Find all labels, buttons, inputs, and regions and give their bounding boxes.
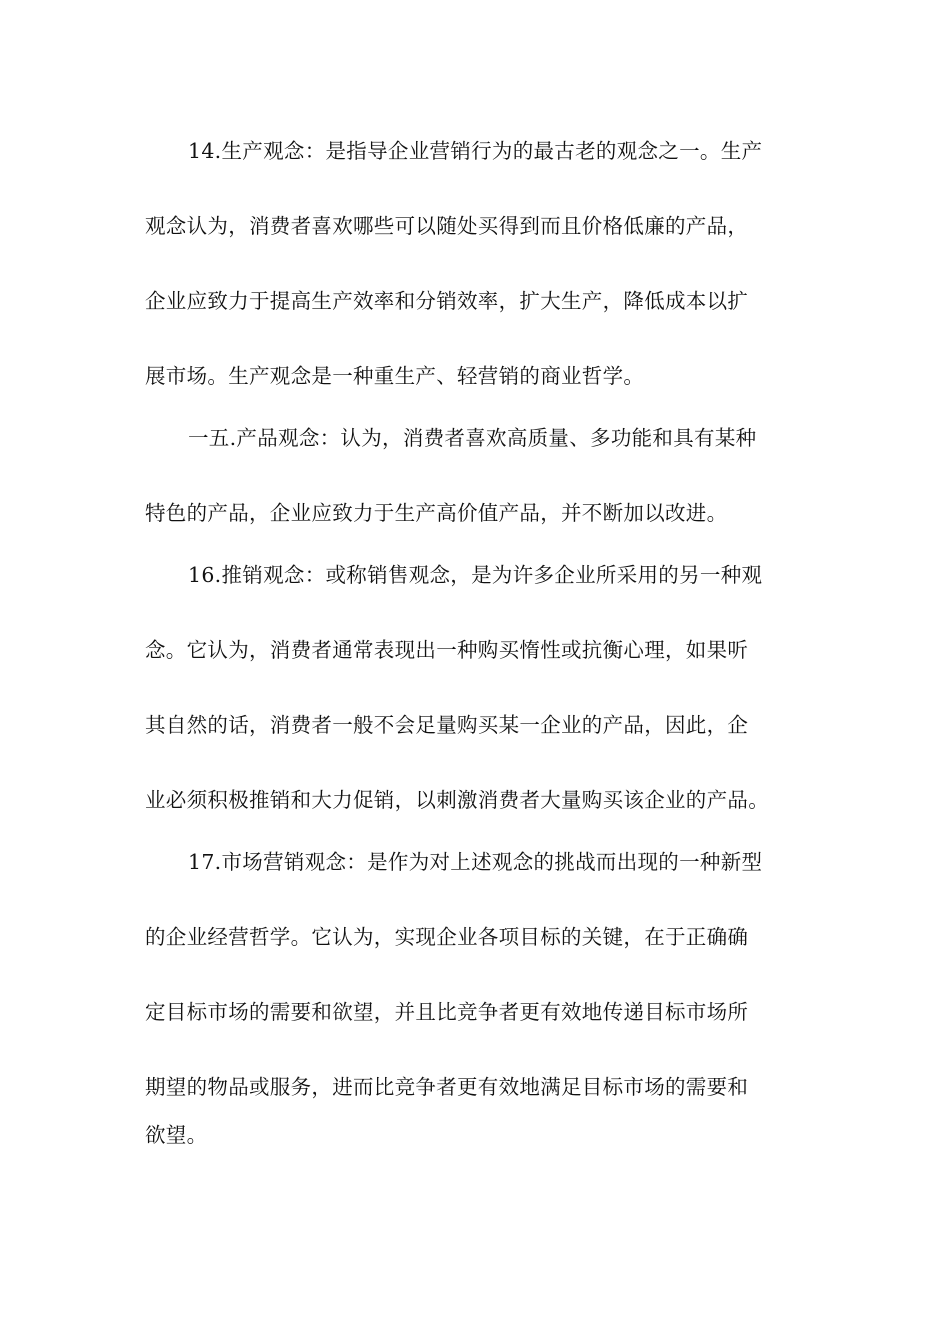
paragraph-line: 17.市场营销观念：是作为对上述观念的挑战而出现的一种新型 (188, 850, 763, 874)
paragraph-line: 16.推销观念：或称销售观念，是为许多企业所采用的另一种观 (188, 563, 763, 587)
paragraph-line: 业必须积极推销和大力促销，以刺激消费者大量购买该企业的产品。 (145, 788, 769, 812)
paragraph-line: 特色的产品，企业应致力于生产高价值产品，并不断加以改进。 (145, 501, 728, 525)
paragraph-line: 一五.产品观念：认为，消费者喜欢高质量、多功能和具有某种 (188, 426, 757, 450)
paragraph-line: 欲望。 (145, 1123, 208, 1147)
paragraph-line: 企业应致力于提高生产效率和分销效率，扩大生产，降低成本以扩 (145, 289, 749, 313)
paragraph-line: 念。它认为，消费者通常表现出一种购买惰性或抗衡心理，如果听 (145, 638, 749, 662)
paragraph-line: 展市场。生产观念是一种重生产、轻营销的商业哲学。 (145, 364, 645, 388)
paragraph-line: 定目标市场的需要和欲望，并且比竞争者更有效地传递目标市场所 (145, 1000, 749, 1024)
paragraph-line: 观念认为，消费者喜欢哪些可以随处买得到而且价格低廉的产品， (145, 214, 749, 238)
paragraph-line: 的企业经营哲学。它认为，实现企业各项目标的关键，在于正确确 (145, 925, 749, 949)
paragraph-line: 14.生产观念：是指导企业营销行为的最古老的观念之一。生产 (188, 139, 763, 163)
paragraph-line: 其自然的话，消费者一般不会足量购买某一企业的产品，因此，企 (145, 713, 749, 737)
paragraph-line: 期望的物品或服务，进而比竞争者更有效地满足目标市场的需要和 (145, 1075, 749, 1099)
